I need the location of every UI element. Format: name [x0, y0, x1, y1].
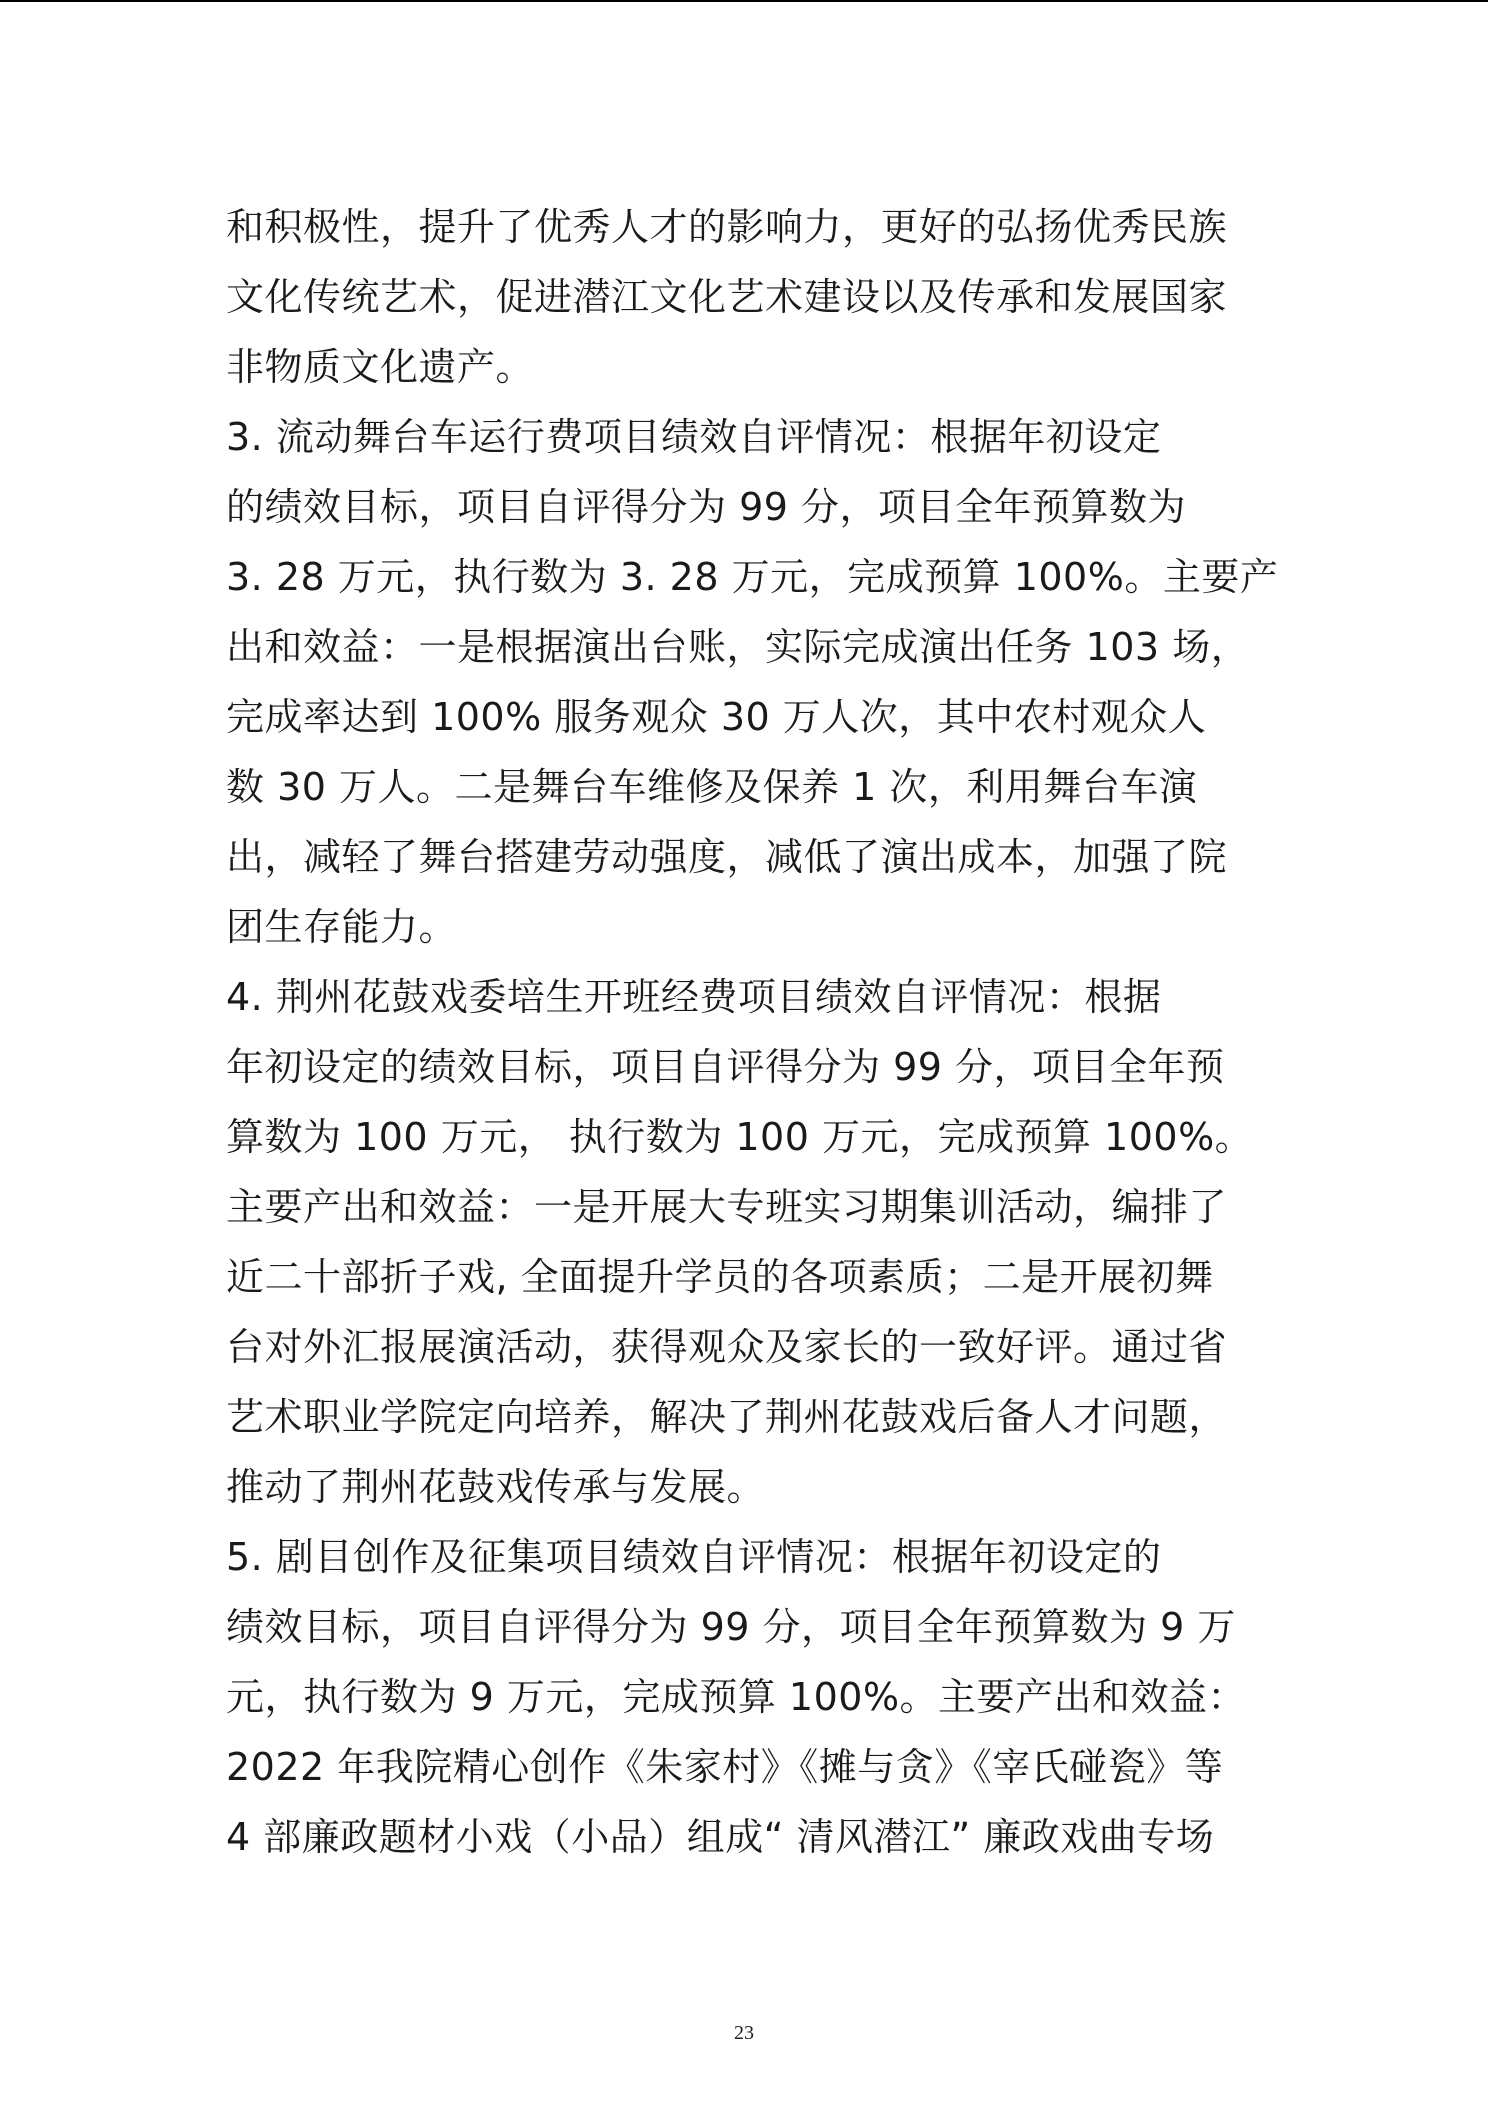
text-line: 推动了荆州花鼓戏传承与发展。	[226, 1465, 766, 1509]
text-line: 2022 年我院精心创作《朱家村》《摊与贪》《宰氏碰瓷》等	[226, 1745, 1224, 1789]
text-line: 4 部廉政题材小戏（小品）组成“ 清风潜江” 廉政戏曲专场	[226, 1815, 1215, 1859]
text-line: 台对外汇报展演活动，获得观众及家长的一致好评。通过省	[226, 1325, 1228, 1369]
text-line: 算数为 100 万元， 执行数为 100 万元，完成预算 100%。	[226, 1115, 1254, 1159]
text-line: 元，执行数为 9 万元，完成预算 100%。主要产出和效益：	[226, 1675, 1247, 1719]
text-line: 完成率达到 100% 服务观众 30 万人次，其中农村观众人	[226, 695, 1207, 739]
text-line: 近二十部折子戏, 全面提升学员的各项素质；二是开展初舞	[226, 1255, 1214, 1299]
text-line: 3. 流动舞台车运行费项目绩效自评情况：根据年初设定	[226, 415, 1162, 459]
text-line: 艺术职业学院定向培养，解决了荆州花鼓戏后备人才问题，	[226, 1395, 1228, 1439]
text-line: 团生存能力。	[226, 905, 458, 949]
text-line: 绩效目标，项目自评得分为 99 分，项目全年预算数为 9 万	[226, 1605, 1236, 1649]
text-line: 5. 剧目创作及征集项目绩效自评情况：根据年初设定的	[226, 1535, 1162, 1579]
page-number: 23	[734, 2022, 754, 2044]
text-line: 和积极性，提升了优秀人才的影响力，更好的弘扬优秀民族	[226, 205, 1228, 249]
text-line: 数 30 万人。二是舞台车维修及保养 1 次，利用舞台车演	[226, 765, 1198, 809]
text-line: 出和效益：一是根据演出台账，实际完成演出任务 103 场，	[226, 625, 1250, 669]
text-line: 文化传统艺术，促进潜江文化艺术建设以及传承和发展国家	[226, 275, 1228, 319]
body-text	[226, 192, 1279, 1872]
text-line: 非物质文化遗产。	[226, 345, 535, 389]
text-line: 的绩效目标，项目自评得分为 99 分，项目全年预算数为	[226, 485, 1187, 529]
text-line: 主要产出和效益：一是开展大专班实习期集训活动，编排了	[226, 1185, 1228, 1229]
text-line: 3. 28 万元，执行数为 3. 28 万元，完成预算 100%。主要产	[226, 555, 1279, 599]
text-line: 出，减轻了舞台搭建劳动强度，减低了演出成本，加强了院	[226, 835, 1228, 879]
text-line: 年初设定的绩效目标，项目自评得分为 99 分，项目全年预	[226, 1045, 1225, 1089]
text-line: 4. 荆州花鼓戏委培生开班经费项目绩效自评情况：根据	[226, 975, 1162, 1019]
